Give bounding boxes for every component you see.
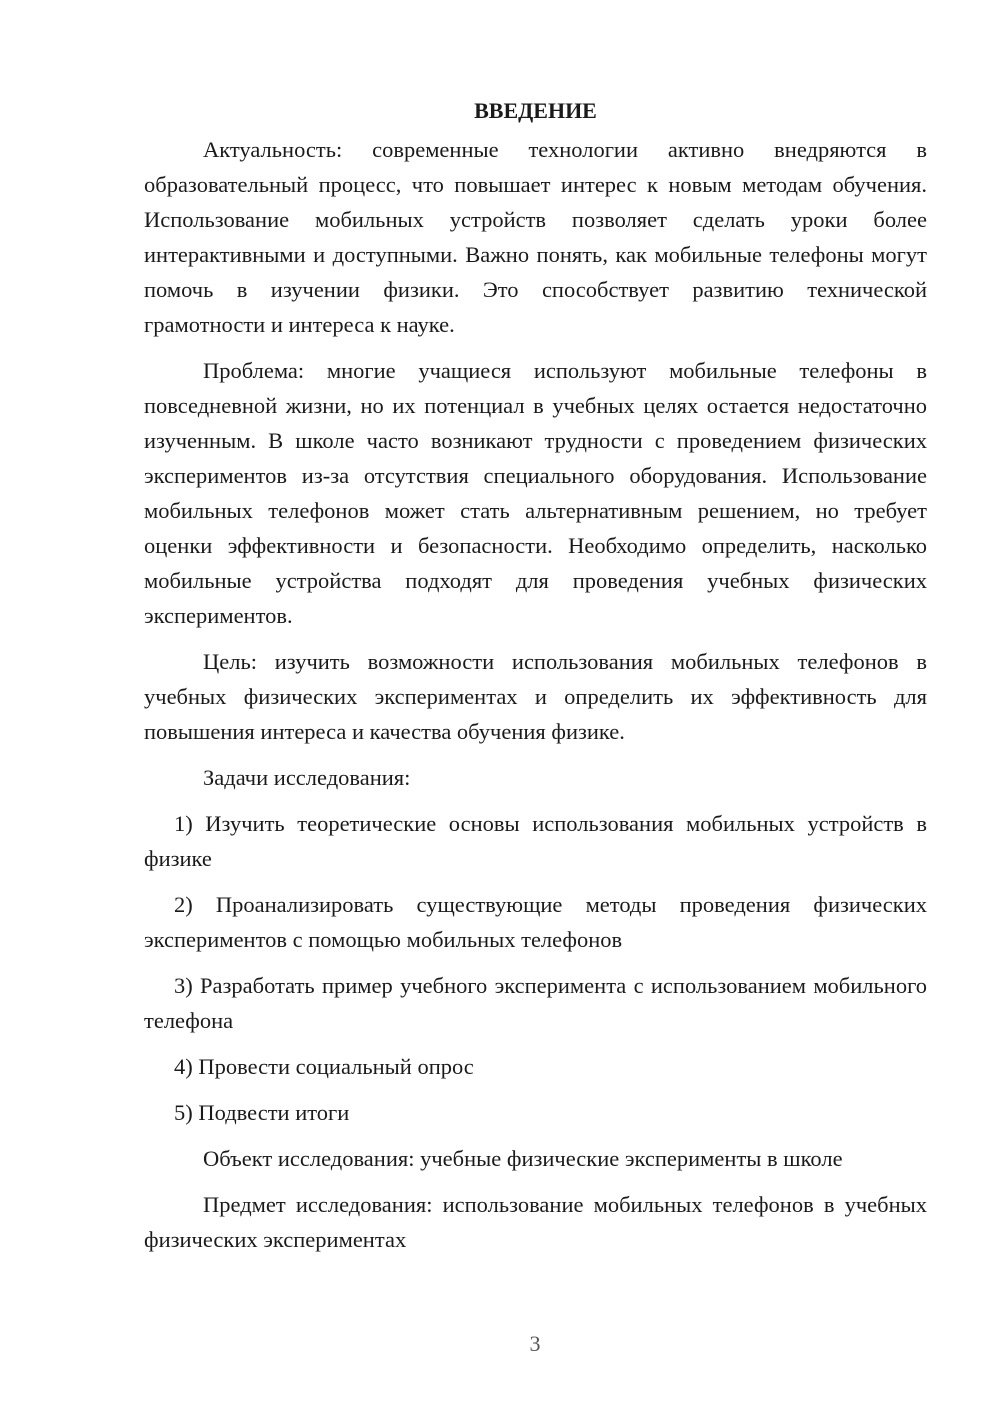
research-object-paragraph: Объект исследования: учебные физические эксперименты в школе [203,1146,843,1171]
problem-paragraph: Проблема: многие учащиеся используют мобильные телефоны в повседневной жизни, но их потенциал в учебных целях остается недостаточно изученным. В школе часто возникают трудности с проведением физических экспериментов из-за отсутствия специального оборудования. Использование мобильных телефонов может стать альтернативным решением, но требует оценки эффективности и безопасности. Необходимо определить, насколько мобильные устройства подходят для проведения учебных физических экспериментов. [144,358,927,628]
page-number: 3 [529,1331,541,1356]
task-item-3: 3) Разработать пример учебного эксперимента с использованием мобильного телефона [144,973,927,1033]
goal-paragraph: Цель: изучить возможности использования мобильных телефонов в учебных физических экспериментах и определить их эффективность для повышения интереса и качества обучения физике. [144,649,927,744]
task-item-2: 2) Проанализировать существующие методы проведения физических экспериментов с помощью мобильных телефонов [144,892,927,952]
task-item-1: 1) Изучить теоретические основы использования мобильных устройств в физике [144,811,927,871]
page-title: ВВЕДЕНИЕ [474,98,597,123]
document-page [144,93,927,1268]
task-item-5: 5) Подвести итоги [174,1100,350,1125]
task-item-4: 4) Провести социальный опрос [174,1054,474,1079]
relevance-paragraph: Актуальность: современные технологии активно внедряются в образовательный процесс, что повышает интерес к новым методам обучения. Использование мобильных устройств позволяет сделать уроки более интерактивными и доступными. Важно понять, как мобильные телефоны могут помочь в изучении физики. Это способствует развитию технической грамотности и интереса к науке. [144,137,927,337]
tasks-heading: Задачи исследования: [203,765,411,790]
research-subject-paragraph: Предмет исследования: использование мобильных телефонов в учебных физических экспериментах [144,1192,927,1252]
